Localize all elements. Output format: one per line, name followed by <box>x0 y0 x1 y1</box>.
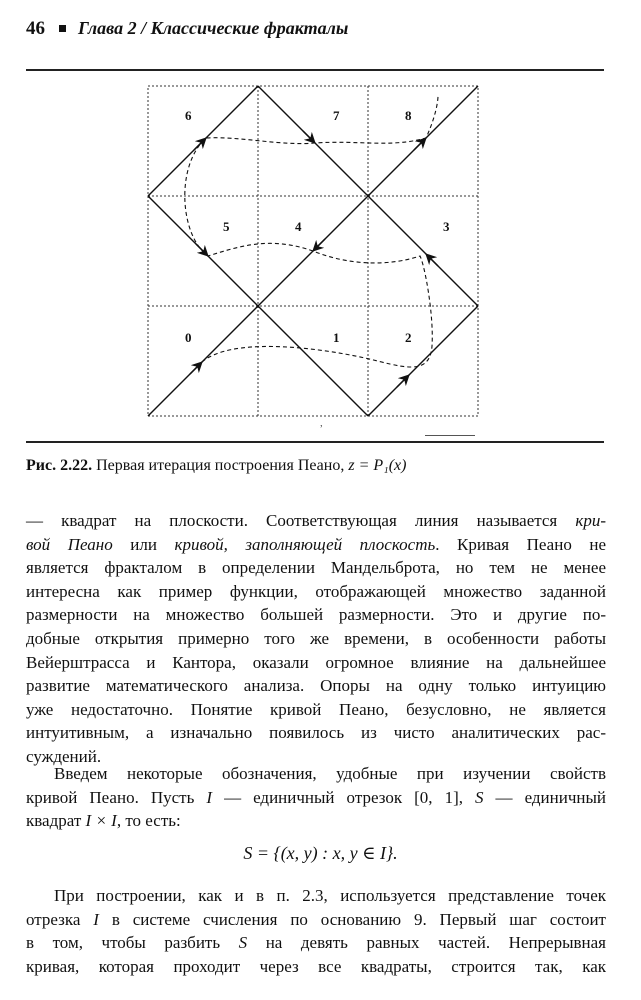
cell-labels <box>185 108 450 345</box>
caption-formula: z = P₁(x) <box>348 457 407 474</box>
text-line: размерности на множество большей размерности. Это и другие по- <box>26 605 606 625</box>
label-5: 5 <box>223 219 230 234</box>
peano-polyline <box>148 141 478 416</box>
display-formula: S = {(x, y) : x, y ∈ I}. <box>243 843 398 863</box>
text-line: Введем некоторые обозначения, удобные при изучении свойств <box>54 764 606 783</box>
figure-caption <box>26 457 616 475</box>
text-line: вой Пеано или кривой, заполняющей плоскость. Кривая Пеано не <box>26 534 607 554</box>
label-3: 3 <box>443 219 450 234</box>
text-line: квадрат I × I, то есть: <box>26 811 181 831</box>
top-rule <box>26 69 604 71</box>
text-line: кривой Пеано. Пусть I — единичный отрезок [0, 1], S — единичный <box>26 787 607 807</box>
small-rule <box>425 435 475 436</box>
paragraph-3 <box>26 884 606 978</box>
seg-b <box>258 306 368 416</box>
label-0: 0 <box>185 330 192 345</box>
text-line: суждений. <box>26 746 102 766</box>
paragraph-1 <box>26 509 606 769</box>
bullet-icon <box>59 25 66 32</box>
arrow-3 <box>426 254 438 266</box>
arrow-4 <box>313 239 325 251</box>
text-line: кривая, которая проходит через все квадраты, строится так, как <box>26 956 606 976</box>
peano-figure <box>120 76 520 431</box>
label-4: 4 <box>295 219 302 234</box>
label-2: 2 <box>405 330 412 345</box>
text-line: отрезка I в системе счисления по основанию 9. Первый шаг состоит <box>26 909 606 929</box>
running-header <box>26 18 606 46</box>
label-7: 7 <box>333 108 340 123</box>
caption-text: Первая итерация построения Пеано, <box>96 457 345 474</box>
arrow-1 <box>190 362 202 374</box>
text-line: — квадрат на плоскости. Соответствующая линия называется кри- <box>26 511 606 530</box>
arrow-2 <box>397 375 409 387</box>
text-line: интуитивным, а изначально появилось из чисто аналитических рас- <box>26 723 606 743</box>
paragraph-2 <box>26 762 606 833</box>
text-line: развитие математического анализа. Опоры на одну только интуицию <box>26 676 606 696</box>
text-line: При построении, как и в п. 2.3, используется представление точек <box>54 886 606 905</box>
bottom-rule <box>26 441 604 443</box>
page-number: 46 <box>26 18 45 39</box>
text-line: Вейерштрасса и Кантора, оказали огромное влияние на дальнейшее <box>26 652 606 672</box>
text-line: является фракталом в определении Мандельброта, но тем не менее <box>26 558 606 578</box>
text-line: в том, чтобы разбить S на девять равных частей. Непрерывная <box>26 933 606 953</box>
text-line: добные открытия примерно того же времени, в особенности работы <box>26 628 606 648</box>
stray-mark: , <box>320 417 323 429</box>
seg-c <box>368 306 478 416</box>
label-1: 1 <box>333 330 340 345</box>
label-8: 8 <box>405 108 412 123</box>
caption-label: Рис. 2.22. <box>26 457 93 474</box>
arrow-7 <box>303 131 315 143</box>
seg-d <box>368 196 478 306</box>
chapter-title: Глава 2 / Классические фракталы <box>78 18 349 38</box>
iteration-lines <box>148 86 478 416</box>
text-line: уже недостаточно. Понятие кривой Пеано, безусловно, не является <box>26 699 606 719</box>
text-line: интересна как пример функции, отображающей множество заданной <box>26 581 606 601</box>
label-6: 6 <box>185 108 192 123</box>
